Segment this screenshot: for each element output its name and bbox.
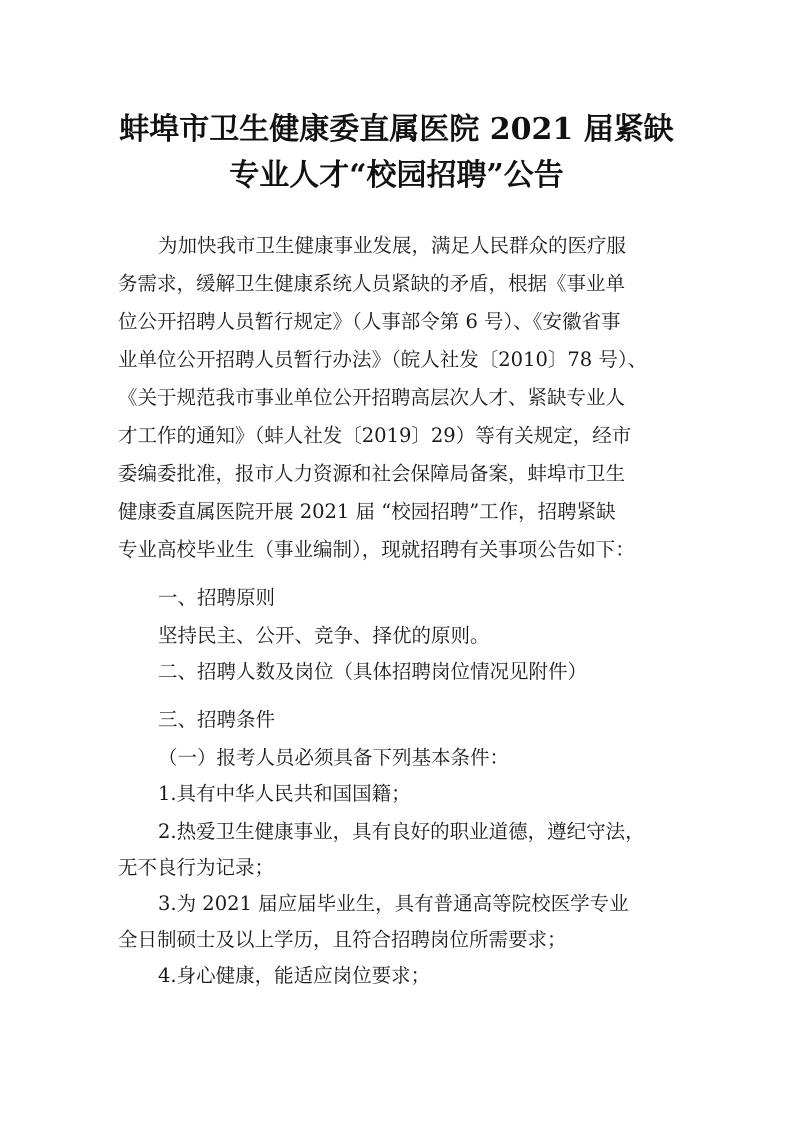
section-heading-positions: 二、招聘人数及岗位（具体招聘岗位情况见附件） xyxy=(158,660,588,683)
intro-line: 才工作的通知》（蚌人社发〔2019〕29）等有关规定，经市 xyxy=(118,424,632,447)
intro-line: 务需求，缓解卫生健康系统人员紧缺的矛盾，根据《事业单 xyxy=(118,272,626,295)
condition-item-3-line-1: 3.为 2021 届应届毕业生，具有普通高等院校医学专业 xyxy=(158,892,629,915)
condition-item-3-line-2: 全日制硕士及以上学历，且符合招聘岗位所需要求； xyxy=(118,928,567,951)
condition-item-2-line-2: 无不良行为记录； xyxy=(118,856,275,879)
section-body-principles: 坚持民主、公开、竞争、择优的原则。 xyxy=(158,624,490,647)
section-heading-principles: 一、招聘原则 xyxy=(158,586,276,609)
intro-line: 为加快我市卫生健康事业发展，满足人民群众的医疗服 xyxy=(158,234,627,257)
document-title-line-2: 专业人才“校园招聘”公告 xyxy=(229,158,564,193)
condition-item-2-line-1: 2.热爱卫生健康事业，具有良好的职业道德，遵纪守法， xyxy=(158,820,645,843)
intro-line: 业单位公开招聘人员暂行办法》（皖人社发〔2010〕78 号）、 xyxy=(118,348,648,371)
document-title-line-1: 蚌埠市卫生健康委直属医院 2021 届紧缺 xyxy=(119,112,674,147)
subsection-heading-basic-conditions: （一）报考人员必须具备下列基本条件： xyxy=(158,746,510,769)
condition-item-4: 4.身心健康，能适应岗位要求； xyxy=(158,964,431,987)
intro-line: 委编委批准，报市人力资源和社会保障局备案，蚌埠市卫生 xyxy=(118,462,626,485)
intro-line: 健康委直属医院开展 2021 届 “校园招聘”工作，招聘紧缺 xyxy=(118,500,616,523)
section-heading-conditions: 三、招聘条件 xyxy=(158,708,276,731)
intro-line: 位公开招聘人员暂行规定》（人事部令第 6 号）、《安徽省事 xyxy=(118,310,621,333)
intro-line: 《关于规范我市事业单位公开招聘高层次人才、紧缺专业人 xyxy=(118,386,626,409)
condition-item-1: 1.具有中华人民共和国国籍； xyxy=(158,782,411,805)
intro-line: 专业高校毕业生（事业编制），现就招聘有关事项公告如下： xyxy=(118,538,635,561)
